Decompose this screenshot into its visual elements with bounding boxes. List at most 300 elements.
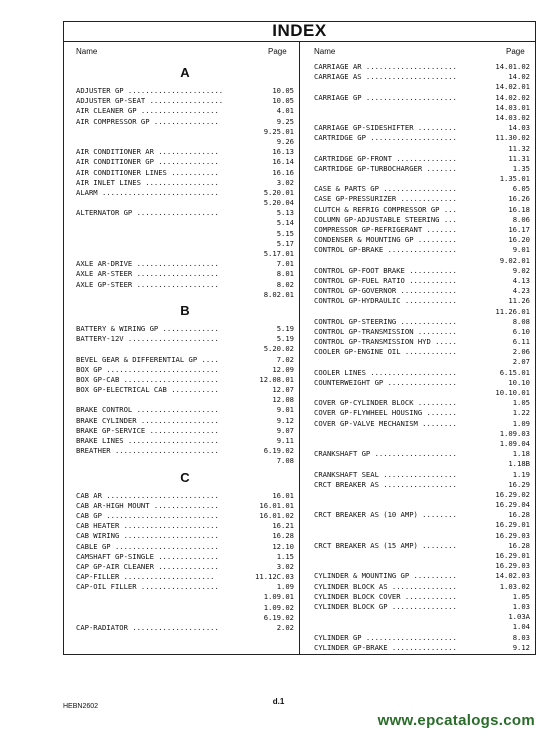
entry-name: CYLINDER BLOCK COVER ............ — [314, 591, 457, 601]
entry-page: 11.31 — [508, 153, 530, 163]
entry-page: 10.05 — [272, 86, 294, 95]
index-entry — [76, 501, 294, 511]
left-name-header: Name — [76, 47, 98, 56]
index-entry — [314, 164, 530, 174]
index-entry — [314, 103, 530, 113]
entry-page: 9.25 — [276, 116, 294, 126]
entry-page: 12.08 — [272, 395, 294, 405]
entry-page: 1.09 — [512, 418, 530, 428]
index-entry — [76, 86, 294, 96]
index-entry — [76, 436, 294, 446]
entry-page: 3.02 — [276, 177, 294, 187]
index-entry — [314, 510, 530, 520]
index-entry — [314, 378, 530, 388]
index-entry — [76, 572, 294, 582]
entry-page: 16.17 — [508, 225, 530, 234]
index-entry — [314, 266, 530, 276]
index-entry — [314, 520, 530, 530]
entry-page: 2.06 — [512, 347, 530, 357]
entry-name: CONTROL GP-STEERING ............. — [314, 316, 457, 326]
section-letter: C — [180, 469, 190, 485]
entry-name: AXLE AR-STEER ................... — [76, 269, 219, 279]
entry-page: 16.29.03 — [495, 561, 530, 571]
entry-page: 1.35.01 — [499, 174, 530, 184]
entry-name: CRCT BREAKER AS (15 AMP) ........ — [314, 540, 457, 550]
entry-page: 16.16 — [272, 167, 294, 177]
index-entry — [314, 205, 530, 215]
entry-page: 16.29.04 — [495, 500, 530, 510]
entry-page: 9.25.01 — [263, 126, 294, 136]
index-entry — [76, 582, 294, 592]
index-entry — [314, 123, 530, 133]
entry-name: CYLINDER & MOUNTING GP .......... — [314, 571, 457, 581]
entry-name: CARRIAGE GP-SIDESHIFTER ......... — [314, 123, 457, 133]
entry-page: 1.22 — [512, 408, 530, 418]
index-entry — [314, 612, 530, 622]
right-index-column — [314, 62, 530, 653]
entry-name: CONTROL GP-BRAKE ................ — [314, 245, 457, 255]
index-entry — [314, 561, 530, 571]
index-entry — [314, 368, 530, 378]
entry-page: 12.09 — [272, 364, 294, 374]
entry-name: CONTROL GP-FOOT BRAKE ........... — [314, 265, 457, 275]
entry-page: 8.02 — [276, 279, 294, 289]
index-entry — [314, 184, 530, 194]
entry-page: 16.29.03 — [495, 530, 530, 540]
entry-name: CARRIAGE GP ..................... — [314, 92, 457, 102]
entry-name: BOX GP-ELECTRICAL CAB ........... — [76, 385, 219, 395]
index-entry — [314, 296, 530, 306]
index-entry — [314, 398, 530, 408]
entry-page: 1.18 — [512, 449, 530, 459]
entry-page: 16.20 — [508, 235, 530, 245]
entry-page: 16.18 — [508, 204, 530, 214]
section-letter-heading — [76, 62, 294, 86]
entry-page: 9.01 — [276, 405, 294, 415]
entry-page: 8.08 — [512, 316, 530, 326]
page-number: d.1 — [272, 697, 285, 706]
index-entry — [314, 490, 530, 500]
entry-page: 1.18B — [508, 459, 530, 469]
entry-page: 9.01 — [512, 245, 530, 255]
index-entry — [314, 551, 530, 561]
index-entry — [314, 571, 530, 581]
entry-name: CONDENSER & MOUNTING GP ......... — [314, 235, 457, 245]
entry-page: 12.10 — [272, 541, 294, 551]
entry-page: 5.13 — [276, 208, 294, 218]
entry-page: 16.01.01 — [259, 500, 294, 510]
entry-page: 9.07 — [276, 425, 294, 435]
entry-page: 1.05 — [512, 398, 530, 408]
index-entry — [76, 521, 294, 531]
index-entry — [76, 218, 294, 228]
index-entry — [314, 113, 530, 123]
index-entry — [76, 117, 294, 127]
entry-page: 1.35 — [512, 163, 530, 173]
entry-name: CYLINDER GP-BRAKE ............... — [314, 642, 457, 652]
entry-name: ADJUSTER GP-SEAT ................. — [76, 96, 224, 106]
entry-name: CRANKSHAFT SEAL ................. — [314, 469, 457, 479]
entry-page: 5.17 — [276, 238, 294, 248]
index-entry — [314, 154, 530, 164]
index-entry — [314, 347, 530, 357]
index-entry — [76, 395, 294, 405]
entry-page: 14.03.01 — [495, 102, 530, 112]
entry-page: 9.02.01 — [499, 255, 530, 265]
entry-page: 16.26 — [508, 194, 530, 204]
index-entry — [76, 603, 294, 613]
entry-page: 10.05 — [272, 96, 294, 106]
entry-name: CAP GP-AIR CLEANER .............. — [76, 561, 219, 571]
index-entry — [76, 405, 294, 415]
entry-name: BATTERY & WIRING GP ............. — [76, 323, 219, 333]
section-letter: B — [180, 302, 190, 318]
entry-name: AIR CLEANER GP .................. — [76, 106, 219, 116]
index-entry — [76, 542, 294, 552]
index-entry — [314, 643, 530, 653]
entry-name: CASE GP-PRESSURIZER ............. — [314, 194, 457, 204]
index-entry — [76, 491, 294, 501]
entry-name: BRAKE CYLINDER .................. — [76, 415, 219, 425]
entry-name: COVER GP-FLYWHEEL HOUSING ....... — [314, 408, 457, 418]
index-entry — [314, 245, 530, 255]
index-entry — [76, 426, 294, 436]
index-entry — [314, 480, 530, 490]
index-entry — [314, 194, 530, 204]
entry-name: AXLE GP-STEER ................... — [76, 279, 219, 289]
index-entry — [314, 408, 530, 418]
entry-page: 11.26.01 — [495, 306, 530, 316]
entry-page: 6.19.02 — [263, 612, 294, 622]
entry-name: CONTROL GP-FUEL RATIO ........... — [314, 275, 457, 285]
index-entry — [76, 365, 294, 375]
entry-name: CAP-RADIATOR .................... — [76, 623, 219, 632]
index-entry — [76, 344, 294, 354]
index-entry — [76, 168, 294, 178]
entry-page: 16.28 — [272, 531, 294, 541]
index-entry — [314, 602, 530, 612]
index-entry — [314, 541, 530, 551]
entry-page: 14.01.02 — [495, 62, 530, 71]
document-code: HEBN2602 — [63, 703, 99, 710]
entry-page: 11.26 — [508, 296, 530, 306]
index-entry — [314, 256, 530, 266]
entry-name: CYLINDER GP ..................... — [314, 632, 457, 642]
entry-page: 1.03A — [508, 612, 530, 622]
entry-page: 5.20.02 — [263, 344, 294, 354]
entry-name: CABLE GP ........................ — [76, 541, 219, 551]
entry-name: AIR CONDITIONER GP .............. — [76, 157, 219, 167]
entry-page: 1.09 — [276, 582, 294, 592]
index-entry — [76, 127, 294, 137]
index-entry — [314, 582, 530, 592]
index-entry — [76, 531, 294, 541]
entry-name: BATTERY-12V ..................... — [76, 334, 219, 344]
entry-page: 4.01 — [276, 106, 294, 116]
index-entry — [76, 456, 294, 466]
entry-page: 1.19 — [512, 469, 530, 479]
entry-page: 6.11 — [512, 337, 530, 347]
entry-page: 5.19 — [276, 323, 294, 333]
left-page-header: Page — [268, 47, 287, 56]
index-entry — [76, 552, 294, 562]
entry-page: 12.07 — [272, 385, 294, 395]
entry-page: 14.02.02 — [495, 92, 530, 102]
entry-name: CAB AR-HIGH MOUNT ............... — [76, 500, 219, 510]
entry-name: ALARM ........................... — [76, 187, 219, 197]
entry-page: 16.01 — [272, 490, 294, 500]
index-entry — [76, 355, 294, 365]
entry-page: 9.12 — [276, 415, 294, 425]
entry-name: COUNTERWEIGHT GP ................ — [314, 377, 457, 387]
entry-name: CLUTCH & REFRIG COMPRESSOR GP ... — [314, 204, 457, 214]
entry-page: 11.12C.03 — [255, 572, 294, 582]
left-index-column — [76, 62, 294, 633]
index-entry — [314, 337, 530, 347]
entry-name: CONTROL GP-TRANSMISSION HYD ..... — [314, 337, 457, 347]
index-entry — [76, 290, 294, 300]
entry-page: 2.07 — [512, 357, 530, 367]
index-entry — [314, 82, 530, 92]
entry-name: CYLINDER BLOCK AS ............... — [314, 581, 457, 591]
entry-name: CRCT BREAKER AS (10 AMP) ........ — [314, 510, 457, 520]
entry-name: BOX GP .......................... — [76, 364, 219, 374]
entry-page: 16.01.02 — [259, 510, 294, 520]
entry-page: 14.02.03 — [495, 571, 530, 581]
index-entry — [76, 375, 294, 385]
index-entry — [76, 446, 294, 456]
index-entry — [314, 459, 530, 469]
entry-page: 11.32 — [508, 143, 530, 153]
entry-name: CAB WIRING ...................... — [76, 531, 219, 541]
entry-page: 16.29.01 — [495, 551, 530, 560]
index-entry — [76, 280, 294, 290]
index-entry — [314, 144, 530, 154]
entry-page: 14.02.01 — [495, 82, 530, 92]
index-entry — [76, 208, 294, 218]
index-entry — [76, 188, 294, 198]
entry-page: 6.10 — [512, 326, 530, 336]
index-entry — [76, 385, 294, 395]
index-entry — [314, 439, 530, 449]
entry-page: 1.05 — [512, 591, 530, 601]
entry-page: 9.11 — [276, 436, 294, 445]
entry-name: CONTROL GP-GOVERNOR ............. — [314, 286, 457, 296]
index-entry — [76, 178, 294, 188]
entry-name: CAMSHAFT GP-SINGLE .............. — [76, 551, 219, 561]
entry-page: 14.03 — [508, 123, 530, 133]
index-entry — [314, 449, 530, 459]
entry-page: 6.05 — [512, 184, 530, 194]
entry-name: AIR COMPRESSOR GP ............... — [76, 116, 219, 126]
index-entry — [76, 137, 294, 147]
index-entry — [314, 357, 530, 367]
entry-name: ALTERNATOR GP ................... — [76, 208, 219, 218]
entry-name: BOX GP-CAB ...................... — [76, 374, 219, 384]
index-entry — [314, 276, 530, 286]
entry-name: COOLER LINES .................... — [314, 367, 457, 377]
entry-name: CASE & PARTS GP ................. — [314, 184, 457, 194]
entry-page: 8.03 — [512, 632, 530, 642]
index-entry — [76, 592, 294, 602]
entry-name: CRANKSHAFT GP ................... — [314, 449, 457, 459]
index-entry — [314, 72, 530, 82]
entry-page: 16.14 — [272, 157, 294, 167]
entry-name: BEVEL GEAR & DIFFERENTIAL GP .... — [76, 354, 219, 364]
entry-page: 12.08.01 — [259, 374, 294, 384]
index-entry — [76, 511, 294, 521]
index-entry — [314, 633, 530, 643]
index-entry — [76, 239, 294, 249]
entry-name: CARTRIDGE GP .................... — [314, 133, 457, 143]
entry-page: 16.29.01 — [495, 520, 530, 530]
entry-name: CARRIAGE AR ..................... — [314, 62, 457, 71]
entry-page: 9.26 — [276, 136, 294, 146]
section-letter-heading — [76, 467, 294, 491]
entry-page: 1.15 — [276, 551, 294, 561]
entry-page: 1.09.02 — [263, 602, 294, 612]
index-entry — [76, 259, 294, 269]
index-entry — [314, 93, 530, 103]
entry-page: 14.02 — [508, 72, 530, 82]
section-letter-heading — [76, 300, 294, 324]
entry-page: 5.15 — [276, 228, 294, 238]
entry-name: CYLINDER BLOCK GP ............... — [314, 601, 457, 611]
entry-name: COMPRESSOR GP-REFRIGERANT ....... — [314, 225, 457, 234]
index-entry — [314, 235, 530, 245]
index-entry — [314, 429, 530, 439]
index-entry — [314, 622, 530, 632]
entry-name: CAB AR .......................... — [76, 490, 219, 500]
index-entry — [76, 416, 294, 426]
entry-page: 8.06 — [512, 214, 530, 224]
entry-name: AIR INLET LINES ................. — [76, 177, 219, 187]
right-page-header: Page — [506, 47, 525, 56]
entry-name: BREATHER ........................ — [76, 446, 219, 456]
watermark: www.epcatalogs.com — [377, 712, 535, 729]
entry-page: 1.04 — [512, 622, 530, 632]
index-entry — [314, 419, 530, 429]
entry-name: ADJUSTER GP ...................... — [76, 86, 224, 95]
entry-page: 2.02 — [276, 623, 294, 632]
entry-page: 6.19.02 — [263, 446, 294, 456]
index-entry — [76, 96, 294, 106]
entry-page: 16.13 — [272, 147, 294, 157]
index-entry — [76, 229, 294, 239]
entry-page: 5.19 — [276, 334, 294, 344]
entry-page: 16.29 — [508, 479, 530, 489]
index-entry — [76, 324, 294, 334]
index-entry — [76, 249, 294, 259]
index-entry — [314, 62, 530, 72]
entry-page: 16.29.02 — [495, 489, 530, 499]
entry-name: CRCT BREAKER AS ................. — [314, 479, 457, 489]
entry-name: BRAKE LINES ..................... — [76, 436, 219, 445]
entry-page: 14.03.02 — [495, 112, 530, 122]
entry-name: CARTRIDGE GP-FRONT .............. — [314, 153, 457, 163]
entry-page: 16.21 — [272, 521, 294, 531]
entry-page: 10.10.01 — [495, 388, 530, 397]
entry-name: CARRIAGE AS ..................... — [314, 72, 457, 82]
entry-page: 5.17.01 — [263, 249, 294, 258]
index-entry — [76, 269, 294, 279]
entry-name: CAP-OIL FILLER .................. — [76, 582, 219, 592]
index-entry — [314, 307, 530, 317]
index-entry — [76, 157, 294, 167]
column-divider — [299, 42, 300, 654]
index-entry — [314, 470, 530, 480]
entry-page: 11.30.02 — [495, 133, 530, 143]
entry-page: 16.28 — [508, 510, 530, 520]
entry-page: 16.28 — [508, 540, 530, 550]
entry-page: 9.12 — [512, 642, 530, 652]
entry-page: 5.14 — [276, 218, 294, 228]
page-title: INDEX — [63, 21, 536, 42]
right-name-header: Name — [314, 47, 336, 56]
index-entry — [314, 317, 530, 327]
index-entry — [314, 327, 530, 337]
entry-name: BRAKE CONTROL ................... — [76, 405, 219, 415]
entry-page: 10.10 — [508, 377, 530, 387]
entry-page: 8.01 — [276, 269, 294, 279]
index-entry — [314, 388, 530, 398]
entry-name: CONTROL GP-HYDRAULIC ............ — [314, 296, 457, 306]
entry-name: COVER GP-VALVE MECHANISM ........ — [314, 418, 457, 428]
index-entry — [314, 174, 530, 184]
entry-name: COLUMN GP-ADJUSTABLE STEERING ... — [314, 214, 457, 224]
entry-page: 1.03.02 — [499, 581, 530, 591]
index-entry — [76, 198, 294, 208]
entry-page: 1.09.03 — [499, 428, 530, 438]
entry-page: 1.09.04 — [499, 438, 530, 448]
entry-page: 4.13 — [512, 275, 530, 285]
entry-name: AIR CONDITIONER AR .............. — [76, 147, 219, 157]
entry-name: BRAKE GP-SERVICE ................ — [76, 425, 219, 435]
index-entry — [76, 623, 294, 633]
index-entry — [76, 334, 294, 344]
section-letter: A — [180, 65, 190, 80]
index-entry — [314, 133, 530, 143]
entry-page: 8.02.01 — [263, 289, 294, 299]
entry-name: CAB HEATER ...................... — [76, 521, 219, 531]
entry-page: 3.02 — [276, 561, 294, 571]
entry-name: AIR CONDITIONER LINES ........... — [76, 167, 219, 177]
entry-page: 4.23 — [512, 286, 530, 296]
index-entry — [314, 500, 530, 510]
index-entry — [76, 613, 294, 623]
index-entry — [76, 562, 294, 572]
entry-page: 7.08 — [276, 456, 294, 466]
index-entry — [314, 286, 530, 296]
index-entry — [76, 106, 294, 116]
index-entry — [314, 531, 530, 541]
entry-name: AXLE AR-DRIVE ................... — [76, 259, 219, 269]
entry-name: COOLER GP-ENGINE OIL ............ — [314, 347, 457, 357]
entry-name: COVER GP-CYLINDER BLOCK ......... — [314, 398, 457, 408]
index-entry — [314, 215, 530, 225]
entry-name: CAB GP .......................... — [76, 510, 219, 520]
entry-page: 7.02 — [276, 354, 294, 364]
entry-page: 6.15.01 — [499, 367, 530, 377]
entry-page: 5.20.01 — [263, 187, 294, 197]
entry-page: 9.02 — [512, 265, 530, 275]
entry-name: CONTROL GP-TRANSMISSION ......... — [314, 326, 457, 336]
entry-page: 7.01 — [276, 259, 294, 269]
index-entry — [76, 147, 294, 157]
entry-page: 1.09.01 — [263, 592, 294, 602]
entry-page: 1.03 — [512, 601, 530, 611]
index-entry — [314, 592, 530, 602]
